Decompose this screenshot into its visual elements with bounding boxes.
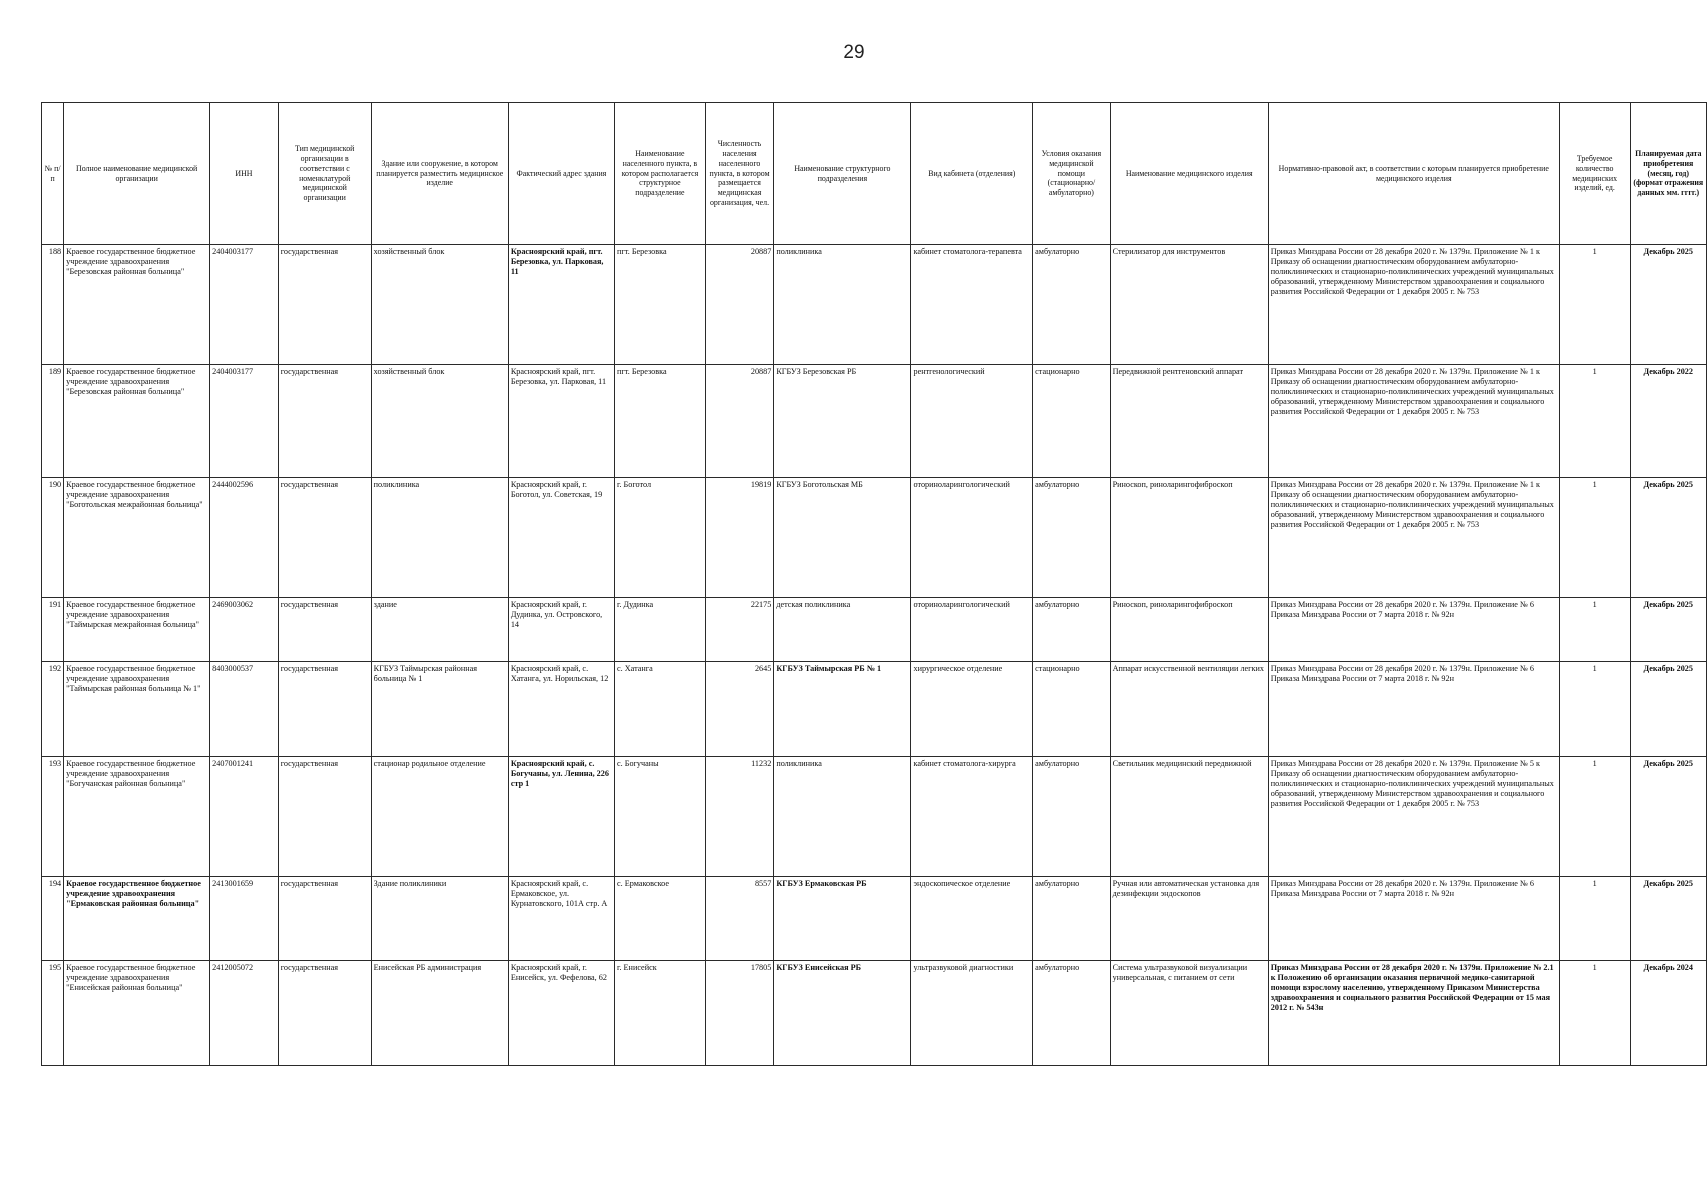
conditions-cell: стационарно — [1033, 365, 1110, 478]
org-type-cell: государственная — [278, 598, 371, 662]
org-type-cell: государственная — [278, 757, 371, 877]
legal-act-cell: Приказ Минздрава России от 28 декабря 2020 г. № 1379н. Приложение № 6 Приказа Минздрава России от 7 марта 2018 г. № 92н — [1268, 598, 1559, 662]
quantity-cell: 1 — [1559, 478, 1630, 598]
organization-name: Краевое государственное бюджетное учреждение здравоохранения "Березовская районная больница" — [64, 245, 210, 365]
unit-cell: КГБУЗ Енисейская РБ — [774, 961, 911, 1066]
population-cell: 19819 — [705, 478, 774, 598]
registry-table-frame — [41, 102, 1707, 1080]
organization-name: Краевое государственное бюджетное учреждение здравоохранения "Енисейская районная больница" — [64, 961, 210, 1066]
quantity-cell: 1 — [1559, 245, 1630, 365]
inn-cell: 8403000537 — [210, 662, 279, 757]
device-cell: Стерилизатор для инструментов — [1110, 245, 1268, 365]
address-cell: Красноярский край, с. Хатанга, ул. Норильская, 12 — [508, 662, 614, 757]
date-cell: Декабрь 2025 — [1630, 757, 1706, 877]
cabinet-cell: хирургическое отделение — [911, 662, 1033, 757]
header-cell: Здание или сооружение, в котором планируется разместить медицинское изделие — [371, 103, 508, 245]
header-cell: ИНН — [210, 103, 279, 245]
unit-cell: КГБУЗ Боготольская МБ — [774, 478, 911, 598]
table-row — [42, 478, 1707, 598]
date-cell: Декабрь 2025 — [1630, 598, 1706, 662]
building-cell: хозяйственный блок — [371, 245, 508, 365]
population-cell: 2645 — [705, 662, 774, 757]
unit-cell: КГБУЗ Таймырская РБ № 1 — [774, 662, 911, 757]
row-number: 190 — [42, 478, 64, 598]
address-cell: Красноярский край, пгт. Березовка, ул. Парковая, 11 — [508, 245, 614, 365]
population-cell: 20887 — [705, 365, 774, 478]
quantity-cell: 1 — [1559, 961, 1630, 1066]
device-cell: Аппарат искусственной вентиляции легких — [1110, 662, 1268, 757]
address-cell: Красноярский край, пгт. Березовка, ул. Парковая, 11 — [508, 365, 614, 478]
building-cell: стационар родильное отделение — [371, 757, 508, 877]
quantity-cell: 1 — [1559, 877, 1630, 961]
cabinet-cell: оториноларингологический — [911, 598, 1033, 662]
legal-act-cell: Приказ Минздрава России от 28 декабря 2020 г. № 1379н. Приложение № 2.1 к Положению об организации оказания первичной медико-санитарной помощи взрослому населению, утвержденному Приказом Министерства здравоохранения и социального развития Российской Федерации от 15 мая 2012 г. № 543н — [1268, 961, 1559, 1066]
cabinet-cell: оториноларингологический — [911, 478, 1033, 598]
settlement-cell: пгт. Березовка — [615, 245, 706, 365]
cabinet-cell: кабинет стоматолога-хирурга — [911, 757, 1033, 877]
device-cell: Система ультразвуковой визуализации универсальная, с питанием от сети — [1110, 961, 1268, 1066]
settlement-cell: с. Хатанга — [615, 662, 706, 757]
population-cell: 22175 — [705, 598, 774, 662]
org-type-cell: государственная — [278, 961, 371, 1066]
header-cell: Вид кабинета (отделения) — [911, 103, 1033, 245]
row-number: 192 — [42, 662, 64, 757]
organization-name: Краевое государственное бюджетное учреждение здравоохранения "Таймырская районная больница № 1" — [64, 662, 210, 757]
inn-cell: 2407001241 — [210, 757, 279, 877]
header-cell: Тип медицинской организации в соответствии с номенклатурой медицинской организации — [278, 103, 371, 245]
row-number: 193 — [42, 757, 64, 877]
quantity-cell: 1 — [1559, 598, 1630, 662]
legal-act-cell: Приказ Минздрава России от 28 декабря 2020 г. № 1379н. Приложение № 1 к Приказу об оснащении диагностическим оборудованием амбулаторно-поликлинических и стационарно-поликлинических учреждений муниципальных образований, утвержденному Министерством здравоохранения и социального развития Российской Федерации от 1 декабря 2005 г. № 753 — [1268, 478, 1559, 598]
table-row — [42, 245, 1707, 365]
date-cell: Декабрь 2022 — [1630, 365, 1706, 478]
legal-act-cell: Приказ Минздрава России от 28 декабря 2020 г. № 1379н. Приложение № 6 Приказа Минздрава России от 7 марта 2018 г. № 92н — [1268, 877, 1559, 961]
quantity-cell: 1 — [1559, 757, 1630, 877]
date-cell: Декабрь 2025 — [1630, 478, 1706, 598]
row-number: 191 — [42, 598, 64, 662]
header-cell: Численность населения населенного пункта, в котором размещается медицинская организация, чел. — [705, 103, 774, 245]
conditions-cell: амбулаторно — [1033, 961, 1110, 1066]
quantity-cell: 1 — [1559, 365, 1630, 478]
inn-cell: 2404003177 — [210, 245, 279, 365]
table-row — [42, 757, 1707, 877]
organization-name: Краевое государственное бюджетное учреждение здравоохранения "Ермаковская районная больница" — [64, 877, 210, 961]
inn-cell: 2469003062 — [210, 598, 279, 662]
unit-cell: поликлиника — [774, 245, 911, 365]
cabinet-cell: кабинет стоматолога-терапевта — [911, 245, 1033, 365]
legal-act-cell: Приказ Минздрава России от 28 декабря 2020 г. № 1379н. Приложение № 5 к Приказу об оснащении диагностическим оборудованием амбулаторно-поликлинических и стационарно-поликлинических учреждений муниципальных образований, утвержденному Министерством здравоохранения и социального развития Российской Федерации от 1 декабря 2005 г. № 753 — [1268, 757, 1559, 877]
date-cell: Декабрь 2024 — [1630, 961, 1706, 1066]
org-type-cell: государственная — [278, 245, 371, 365]
inn-cell: 2404003177 — [210, 365, 279, 478]
inn-cell: 2412005072 — [210, 961, 279, 1066]
page-number: 29 — [843, 42, 865, 63]
quantity-cell: 1 — [1559, 662, 1630, 757]
header-row — [42, 103, 1707, 245]
unit-cell: детская поликлиника — [774, 598, 911, 662]
settlement-cell: пгт. Березовка — [615, 365, 706, 478]
legal-act-cell: Приказ Минздрава России от 28 декабря 2020 г. № 1379н. Приложение № 1 к Приказу об оснащении диагностическим оборудованием амбулаторно-поликлинических и стационарно-поликлинических учреждений муниципальных образований, утвержденному Министерством здравоохранения и социального развития Российской Федерации от 1 декабря 2005 г. № 753 — [1268, 365, 1559, 478]
org-type-cell: государственная — [278, 877, 371, 961]
device-cell: Светильник медицинский передвижной — [1110, 757, 1268, 877]
building-cell: Здание поликлиники — [371, 877, 508, 961]
table-row — [42, 877, 1707, 961]
address-cell: Красноярский край, с. Ермаковское, ул. Курнатовского, 101А стр. А — [508, 877, 614, 961]
device-cell: Риноскоп, риноларингофиброскоп — [1110, 598, 1268, 662]
header-cell: Планируемая дата приобретения (месяц, год) (формат отражения данных мм. гггг.) — [1630, 103, 1706, 245]
address-cell: Красноярский край, г. Боготол, ул. Советская, 19 — [508, 478, 614, 598]
header-cell: Условия оказания медицинской помощи (стационарно/ амбулаторно) — [1033, 103, 1110, 245]
organization-name: Краевое государственное бюджетное учреждение здравоохранения "Богучанская районная больница" — [64, 757, 210, 877]
population-cell: 11232 — [705, 757, 774, 877]
header-cell: Наименование населенного пункта, в котором располагается структурное подразделение — [615, 103, 706, 245]
settlement-cell: г. Боготол — [615, 478, 706, 598]
conditions-cell: амбулаторно — [1033, 877, 1110, 961]
population-cell: 20887 — [705, 245, 774, 365]
population-cell: 8557 — [705, 877, 774, 961]
header-cell: Полное наименование медицинской организации — [64, 103, 210, 245]
inn-cell: 2444002596 — [210, 478, 279, 598]
device-cell: Ручная или автоматическая установка для дезинфекции эндоскопов — [1110, 877, 1268, 961]
org-type-cell: государственная — [278, 365, 371, 478]
settlement-cell: г. Енисейск — [615, 961, 706, 1066]
header-cell: Наименование медицинского изделия — [1110, 103, 1268, 245]
unit-cell: КГБУЗ Березовская РБ — [774, 365, 911, 478]
table-row — [42, 662, 1707, 757]
organization-name: Краевое государственное бюджетное учреждение здравоохранения "Березовская районная больница" — [64, 365, 210, 478]
medical-equipment-table — [41, 102, 1707, 1066]
header-cell: № п/п — [42, 103, 64, 245]
population-cell: 17805 — [705, 961, 774, 1066]
table-row — [42, 365, 1707, 478]
header-cell: Наименование структурного подразделения — [774, 103, 911, 245]
header-cell: Требуемое количество медицинских изделий, ед. — [1559, 103, 1630, 245]
settlement-cell: г. Дудинка — [615, 598, 706, 662]
device-cell: Риноскоп, риноларингофиброскоп — [1110, 478, 1268, 598]
date-cell: Декабрь 2025 — [1630, 662, 1706, 757]
building-cell: Енисейская РБ администрация — [371, 961, 508, 1066]
organization-name: Краевое государственное бюджетное учреждение здравоохранения "Таймырская межрайонная больница" — [64, 598, 210, 662]
conditions-cell: амбулаторно — [1033, 598, 1110, 662]
org-type-cell: государственная — [278, 662, 371, 757]
conditions-cell: амбулаторно — [1033, 478, 1110, 598]
inn-cell: 2413001659 — [210, 877, 279, 961]
building-cell: хозяйственный блок — [371, 365, 508, 478]
unit-cell: КГБУЗ Ермаковская РБ — [774, 877, 911, 961]
cabinet-cell: эндоскопическое отделение — [911, 877, 1033, 961]
date-cell: Декабрь 2025 — [1630, 245, 1706, 365]
address-cell: Красноярский край, г. Дудинка, ул. Островского, 14 — [508, 598, 614, 662]
organization-name: Краевое государственное бюджетное учреждение здравоохранения "Боготольская межрайонная больница" — [64, 478, 210, 598]
conditions-cell: стационарно — [1033, 662, 1110, 757]
row-number: 195 — [42, 961, 64, 1066]
org-type-cell: государственная — [278, 478, 371, 598]
cabinet-cell: рентгенологический — [911, 365, 1033, 478]
cabinet-cell: ультразвуковой диагностики — [911, 961, 1033, 1066]
conditions-cell: амбулаторно — [1033, 245, 1110, 365]
date-cell: Декабрь 2025 — [1630, 877, 1706, 961]
header-cell: Фактический адрес здания — [508, 103, 614, 245]
row-number: 194 — [42, 877, 64, 961]
building-cell: здание — [371, 598, 508, 662]
row-number: 188 — [42, 245, 64, 365]
conditions-cell: амбулаторно — [1033, 757, 1110, 877]
unit-cell: поликлиника — [774, 757, 911, 877]
legal-act-cell: Приказ Минздрава России от 28 декабря 2020 г. № 1379н. Приложение № 6 Приказа Минздрава России от 7 марта 2018 г. № 92н — [1268, 662, 1559, 757]
legal-act-cell: Приказ Минздрава России от 28 декабря 2020 г. № 1379н. Приложение № 1 к Приказу об оснащении диагностическим оборудованием амбулаторно-поликлинических и стационарно-поликлинических учреждений муниципальных образований, утвержденному Министерством здравоохранения и социального развития Российской Федерации от 1 декабря 2005 г. № 753 — [1268, 245, 1559, 365]
address-cell: Красноярский край, г. Енисейск, ул. Фефелова, 62 — [508, 961, 614, 1066]
table-row — [42, 598, 1707, 662]
address-cell: Красноярский край, с. Богучаны, ул. Ленина, 226 стр 1 — [508, 757, 614, 877]
settlement-cell: с. Богучаны — [615, 757, 706, 877]
building-cell: КГБУЗ Таймырская районная больница № 1 — [371, 662, 508, 757]
header-cell: Нормативно-правовой акт, в соответствии с которым планируется приобретение медицинского изделия — [1268, 103, 1559, 245]
settlement-cell: с. Ермаковское — [615, 877, 706, 961]
device-cell: Передвижной рентгеновский аппарат — [1110, 365, 1268, 478]
building-cell: поликлиника — [371, 478, 508, 598]
table-row — [42, 961, 1707, 1066]
row-number: 189 — [42, 365, 64, 478]
